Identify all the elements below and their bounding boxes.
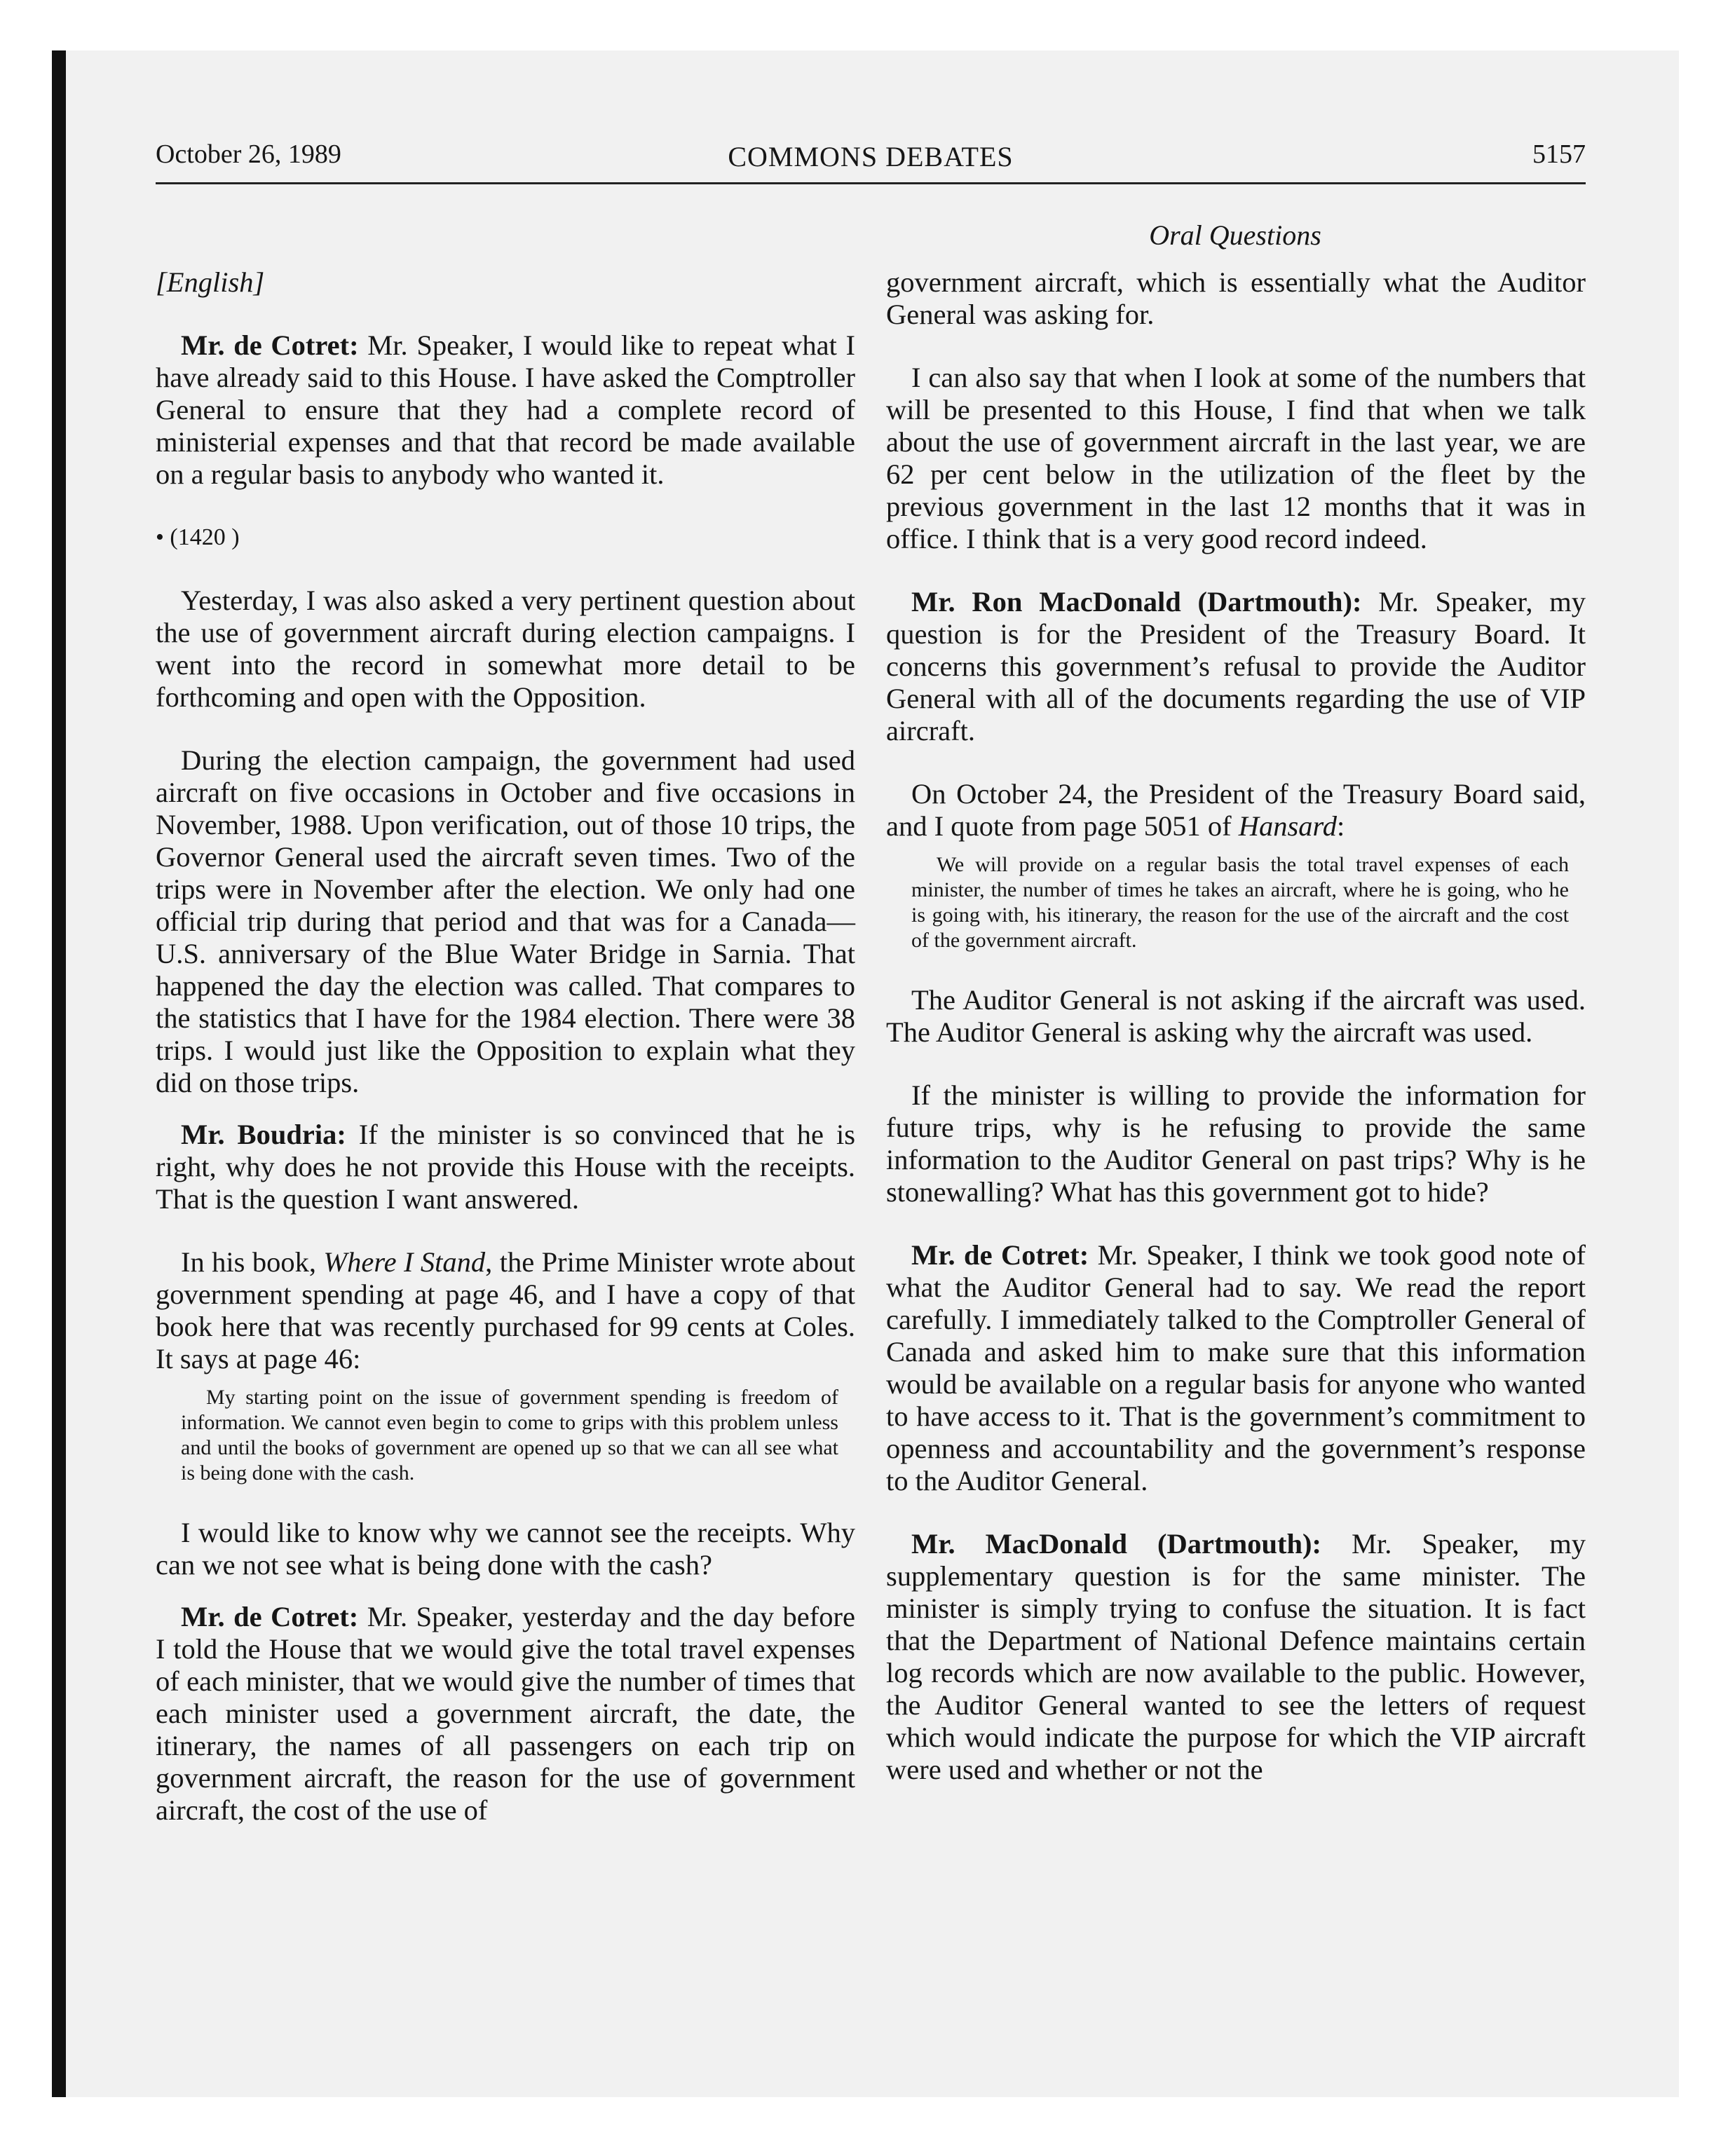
source-title: Hansard xyxy=(1238,810,1338,842)
header-page-number: 5157 xyxy=(1532,139,1586,169)
paragraph: During the election campaign, the government had used aircraft on five occasions in October and five occasions in November, 1988. Upon verification, out of those 10 trips, the Governor General used the aircraft seven times. Two of the trips were in November after the election. We only had one official trip during that period and that was for a Canada—U.S. anniversary of the Blue Water Bridge in Sarnia. That happened the day the election was called. That compares to the statistics that I have for the 1984 election. There were 38 trips. I would just like the Opposition to explain what they did on those trips. xyxy=(156,744,855,1098)
speaker-name: Mr. de Cotret: xyxy=(181,329,359,361)
speech-text: If the minister is so convinced that he is right, why does he not provide this House with the receipts. That is the question I want answered. xyxy=(156,1119,856,1215)
speaker-name: Mr. Ron MacDonald (Dartmouth): xyxy=(911,586,1362,618)
time-marker: • (1420 ) xyxy=(156,524,240,550)
page-header xyxy=(156,139,1586,181)
speaker-name: Mr. de Cotret: xyxy=(181,1601,359,1632)
paragraph xyxy=(886,586,1586,747)
block-quote: We will provide on a regular basis the total travel expenses of each minister, the number of times he takes an aircraft, where he is going, who he is going with, his itinerary, the reason for the use of the aircraft and the cost of the government aircraft. xyxy=(911,853,1569,952)
speaker-name: Mr. de Cotret: xyxy=(911,1239,1089,1271)
paragraph: The Auditor General is not asking if the aircraft was used. The Auditor General is asking why the aircraft was used. xyxy=(886,984,1586,1048)
paragraph: I can also say that when I look at some of the numbers that will be presented to this House, I find that when we talk about the use of government aircraft in the last year, we are 62 per cent below in the utilization of the fleet by the previous government in the last 12 months that it was in office. I think that is a very good record indeed. xyxy=(886,362,1586,554)
header-rule xyxy=(156,182,1586,184)
speech-text: Mr. Speaker, my supplementary question is for the same minister. The minister is simply trying to confuse the situation. It is fact that the Department of National Defence maintains certain log records which are now available to the public. However, the Auditor General wanted to see the letters of request which would indicate the purpose for which the VIP aircraft were used and whether or not the xyxy=(886,1528,1586,1785)
speech-text: Mr. Speaker, I think we took good note of what the Auditor General had to say. We read the report carefully. I immediately talked to the Comptroller General of Canada and asked him to make sure that this information would be available on a regular basis for anyone who wanted to have access to it. That is the government’s commitment to openness and accountability and the government’s response to the Auditor General. xyxy=(886,1239,1586,1496)
block-quote: My starting point on the issue of government spending is freedom of information. We cannot even begin to come to grips with this problem unless and until the books of government are opened up so that we can all see what is being done with the cash. xyxy=(181,1386,838,1485)
paragraph xyxy=(156,1119,855,1215)
paragraph xyxy=(886,1239,1586,1497)
paragraph: I would like to know why we cannot see the receipts. Why can we not see what is being done with the cash? xyxy=(156,1517,855,1581)
section-title: Oral Questions xyxy=(1149,219,1321,251)
paragraph: Yesterday, I was also asked a very pertinent question about the use of government aircraft during election campaigns. I went into the record in somewhat more detail to be forthcoming and open with the Opposition. xyxy=(156,585,855,713)
speech-text: Mr. Speaker, yesterday and the day before I told the House that we would give the total travel expenses of each minister, that we would give the number of times that each minister used a government aircraft, the date, the itinerary, the names of all passengers on each trip on government aircraft, the reason for the use of government aircraft, the cost of the use of xyxy=(156,1601,855,1826)
speech-text: Mr. Speaker, my question is for the President of the Treasury Board. It concerns this government’s refusal to provide the Auditor General with all of the documents regarding the use of VIP aircraft. xyxy=(886,586,1586,746)
speech-text: Mr. Speaker, I would like to repeat what I have already said to this House. I have asked the Comptroller General to ensure that they had a complete record of ministerial expenses and that that record be made available on a regular basis to anybody who wanted it. xyxy=(156,329,855,490)
paragraph xyxy=(156,329,855,491)
language-marker: [English] xyxy=(156,266,265,298)
paragraph: government aircraft, which is essentially what the Auditor General was asking for. xyxy=(886,266,1586,330)
header-title: COMMONS DEBATES xyxy=(728,141,1014,172)
paragraph: In his book, Where I Stand, the Prime Minister wrote about government spending at page 46, and I have a copy of that book here that was recently purchased for 99 cents at Coles. It says at page 46: xyxy=(156,1246,856,1374)
left-column xyxy=(156,266,855,1827)
paragraph xyxy=(156,1601,855,1827)
header-date: October 26, 1989 xyxy=(156,139,341,169)
book-title: Where I Stand xyxy=(323,1246,486,1278)
paragraph xyxy=(886,1528,1586,1786)
paragraph: If the minister is willing to provide the information for future trips, why is he refusing to provide the same information to the Auditor General on past trips? Why is he stonewalling? What has this government got to hide? xyxy=(886,1079,1586,1208)
scan-edge-shadow xyxy=(52,50,66,2097)
paragraph: On October 24, the President of the Treasury Board said, and I quote from page 5051 of Hansard: xyxy=(886,778,1586,842)
speaker-name: Mr. Boudria: xyxy=(181,1119,346,1150)
speaker-name: Mr. MacDonald (Dartmouth): xyxy=(911,1528,1321,1560)
right-column xyxy=(886,266,1586,1786)
